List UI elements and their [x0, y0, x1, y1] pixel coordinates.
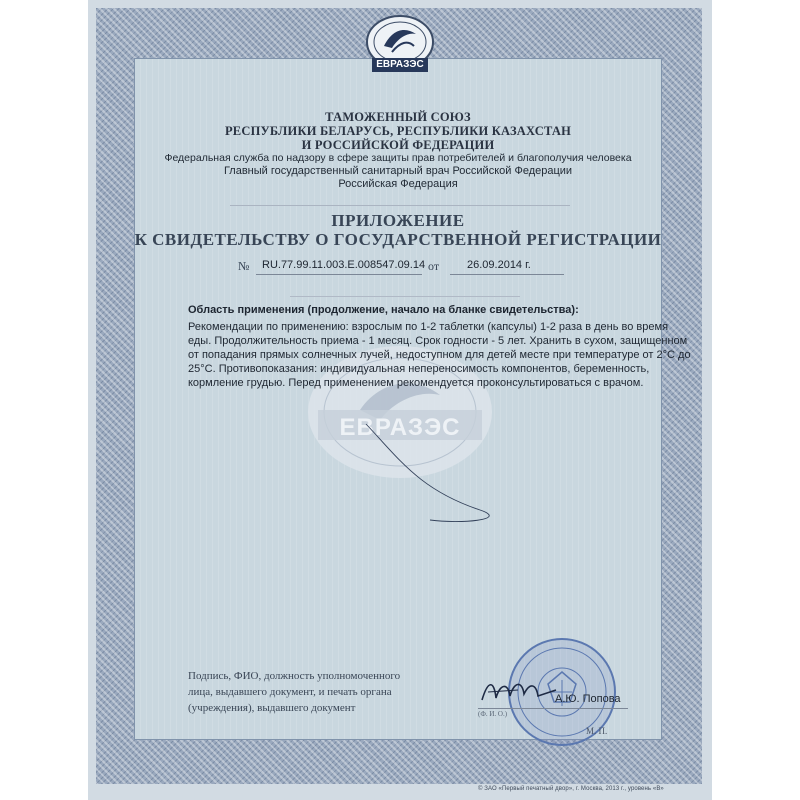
agency-line-1: Федеральная служба по надзору в сфере защиты прав потребителей и благополучия человека [164, 152, 632, 164]
signature-caption-3: (учреждения), выдавшего документ [188, 702, 356, 714]
body-line-4: 25°C. Противопоказания: индивидуальная непереносимость компонентов, беременность, [188, 363, 650, 375]
body-line-5: кормление грудью. Перед применением рекомендуется проконсультироваться с врачом. [188, 377, 644, 389]
reg-number-label: № [238, 259, 250, 273]
body-line-2: еды. Продолжительность приема - 1 месяц. Срок годности - 5 лет. Хранить в сухом, защищенном [188, 335, 688, 347]
reg-number: RU.77.99.11.003.E.008547.09.14 [262, 259, 426, 271]
seal-hint: М. П. [586, 726, 608, 736]
union-line-2: РЕСПУБЛИКИ БЕЛАРУСЬ, РЕСПУБЛИКИ КАЗАХСТАН [224, 124, 572, 138]
reg-number-underline [256, 274, 422, 275]
doc-title-line-2: К СВИДЕТЕЛЬСТВУ О ГОСУДАРСТВЕННОЙ РЕГИСТРАЦИИ [134, 230, 662, 249]
union-line-3: И РОССИЙСКОЙ ФЕДЕРАЦИИ [301, 138, 495, 152]
emblem-label: ЕВРАЗЭС [376, 59, 424, 70]
signature-caption-2: лица, выдавшего документ, и печать органа [188, 686, 392, 698]
doc-title-line-1: ПРИЛОЖЕНИЕ [331, 211, 465, 230]
agency-rule [230, 205, 570, 206]
signature-underline [478, 708, 628, 709]
printer-imprint: © ЗАО «Первый печатный двор», г. Москва, 2013 г., уровень «В» [478, 786, 664, 792]
body-line-3: от попадания прямых солнечных лучей, недоступном для детей месте при температуре от 2°C до [188, 349, 691, 361]
content-top-rule [290, 296, 520, 297]
handwritten-signature [478, 676, 562, 706]
watermark-text: ЕВРАЗЭС [339, 414, 461, 441]
body-line-1: Рекомендации по применению: взрослым по 1-2 таблетки (капсулы) 1-2 раза в день во время [188, 321, 669, 333]
initials-hint: (Ф. И. О.) [478, 710, 508, 718]
signature-caption-1: Подпись, ФИО, должность уполномоченного [188, 670, 401, 682]
union-line-1: ТАМОЖЕННЫЙ СОЮЗ [325, 110, 471, 124]
reg-date-underline [450, 274, 564, 275]
signer-name: А.Ю. Попова [555, 693, 621, 705]
agency-line-2: Главный государственный санитарный врач Российской Федерации [223, 165, 573, 177]
agency-line-3: Российская Федерация [338, 178, 458, 190]
pen-stroke [360, 420, 520, 530]
reg-date: 26.09.2014 г. [467, 259, 531, 271]
reg-date-label: от [428, 259, 440, 273]
section-heading: Область применения (продолжение, начало на бланке свидетельства): [188, 304, 579, 316]
